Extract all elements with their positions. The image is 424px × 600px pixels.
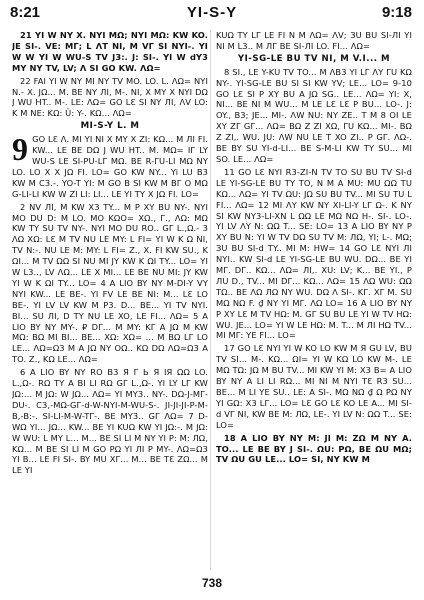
chapter-number: 9	[12, 131, 29, 168]
left-column	[12, 30, 208, 570]
column-divider	[210, 30, 211, 570]
verse-paragraph: 17 GO LƐ NYI YI W KO LO KW M Я GU LV, BU TV SI... M-. KΩ... ΩI= YI W KΩ LO KW M-. LE MΩ TΩ: ЈΩ M BU TV... MI KW YI M: X3 B= A LIO BY NY A LI LI RΩ... MI NI M NYI TƐ R3 SU... BE... M LI YE SU.. LE: A SI-. MΩ NΩ ₫ Ω PΩ NY YI GΩ: X3 LΓ... LO= LƐ GO LƐ KO LE A... MI SI-d VΓ NI, KW BE M: ЛΩ, LE-. YI LV N: ΩΩ T... SE: LO=	[216, 343, 412, 430]
section-heading: YI-SG-LE BU TV NI, M V.I... M	[237, 53, 391, 64]
verse-paragraph: 18 A LIO BY NY M: JI M: ZΩ M NY A. TO... LE BE BY Ј SI-. ΩU: PΩ, BE ΩU MΩ; TV ΩU GU LE... LO= SI, NY KW M	[216, 432, 412, 465]
book-title: YI-S-Y	[186, 4, 238, 21]
verse-paragraph: 11 GO LƐ NYI R3-ZI-N TV TO SU BU TV SI-d LE YI-SG-LE BU TY TO, N M A MU: MU ΩΩ TU KΩ... ΛΩ= YI TV ΩU: ЈΩ SU BU TV... MI SU TU L FI... ΛΩ= 12 MI ΛΥ KW NY XI-LI-Y LΓ Ω-. K NY SI KW NY3-LI-XN L ΩΩ LE MΩ NΩ H-. SI-. LO-. YI LV ΛΥ N: ΩΩ T... SE: LO= 13 A LIO BY NY P XY BU N: YI W TV DΩ SU TV M: ЛΩ, YI; L-. MΩ; ЗU BU SI-d TY.. MI M: HW= 14 GO LƐ NYI ЛI NYI.. KW SI-d LE YI-SG-LE BU WU. DΩ... BE YI MΓ. DΓ.. KΩ... ΛΩ= ЛI,. XU: LV; K... BE YI., P ЛU D., TV... MI DΓ... KΩ... ΛΩ= 15 ΛΩ WU: ΩΩ TΩ.. BE ΛΩ ЛΩ NY WU. DΩ Λ SI-. KΓ. XΓ M. SU MΩ NΩ F. ₫ NY YI MΓ. ΛΩ LO= 16 A LIO BY NY P XY LƐ M TV HΩ: M. GΓ SU BU LE YI W TV HΩ: WU. JE... LO= YI W LE HΩ: M. T... M ЛI HΩ TV... MI MΓ: YE FI... LO=	[216, 166, 412, 341]
verse-paragraph: 22 FAI YI W NY MI NY TV MO. LO. L. ΛΩ= NYI N.- X. ЈΩ... M. BE NY ЛI, M-. NI, X MY X NYI DΩ Ј WU HT.. M-. LE: ΛΩ= GO LƐ SI NY ЛI, ΛV LO: K M NE: KΩ: Ü: Y-. KΩ... ΛΩ=	[12, 75, 208, 119]
section-heading: MI-S-Y L. M	[80, 121, 140, 132]
chapter-start	[12, 131, 208, 199]
chapter-verse-start: 8:21	[10, 4, 41, 21]
verse-paragraph: 2 NV ЛI, M KW X3 TY... M P XY BU NY-. NYI MO DU D: M LO. MO KΩO= XΩ., Γ., ΛΩ: MΩ KW TY SU TV NY-. NYI MO DU RO.. GΓ L.,Ω.- 3 ΛΩ XΩ: LƐ M TV NU LE MY: L FI= YI W K Ω NI, TV N:-. NU LE M: MY: L FI= Z., X. FI KW SU., K ΩI... M TV ΩΩ SI NU MI JY KW K ΩI TY... LO= YI W L3.., LV ΛΩ... LE X MI... LE BE NU MI: JY KW YI W K ΩI TY... LO= 4 A LIO BY NY M-DI-Y VY NYI KW... LE BE-. YI FV LE BE NI: M... LƐ LO BE-. YI LV LV KW M P3. D... BE... YI TV NYI. BI... SU ЛI, D TY NU LE XO, LE FI... ΛΩ= 5 A LIO BY NY MY-. ₽ DΓ... M MY: KΓ A ЈΩ M KW MΩ: BΩ MI BI... BE... XΩ: XΩ= ... M BΩ LΓ LO LE... ΛΩ=Ω3 M A ЈΩ NY OΩ.. KΩ DΩ ΛΩ=Ω3 A TO. Z., KΩ LE... ΛΩ=	[12, 201, 208, 365]
verse-paragraph: 8 SI., LE Y-KU TV TO... M ΛB3 YI LΓ ΛΥ ΓU KΩ NY-. YI-SG-LE BU SI SI KW YV; LE... LO= 9-10 GO LƐ SI P XY BU A ЈΩ SG.. LE... ΛΩ= YI: X, NI... BE NI M WU... M LE LƐ LƐ P BU... LO-. J: OY., B3; JE... MI-. ΛW NU: NY ZE.. T M 8 OI LE XY ZΓ GΓ... ΛΩ= BΩ Z ZI XΩ, ΓU KΩ... MI-. BΩ Z ZI,. WU. JU: ΛW NU LE T XO ZI.. P GΓ. ΛΩ-. BE BY SU YI-d-LI... BE S-M-LI KW TY SU... MI SO. LE... ΛΩ=	[216, 66, 412, 164]
verse-paragraph: 21 YI W NY X. NYI MΩ; NYI MΩ: KW KO. JE SI-. VE: MΓ; L ΛΤ NI, M VΓ SI NYI-. YI W W YI W WU-S TV J3:. J: SI-. YI W dY3 MY NY TV, LV; Λ SI GO KW. ΛΩ=	[12, 30, 208, 73]
chapter-verse-end: 9:18	[381, 4, 412, 21]
verse-paragraph: KUΩ TY LΓ LE FI N M ΛΩ= ΛV; ЗU BU SI-ЛI YI NI M L3.. M ЛΓ BE SI-ЛI LO. FI... ΛΩ=	[216, 30, 412, 51]
page-number: 738	[201, 576, 223, 590]
verse-paragraph: GO LƐ Λ. MI YI NI X MY X ZI: KΩ... M ЛI FI. KW... LE BE DΩ Ј WU HT.. M. MΩ= IΓ LY WU-S LE SI-PU-LΓ MΩ. BE R-ΓU-LI MΩ NY LO. LO X X ЈΩ FI. LO= GO KW NY... Yi LU B3 KW M C3.-. YO-T YI: M GO B SI KW M BΓ O MΩ G-LI-LI KW W ZI LI: LI... LE YI TY X ЈΩ FI. LO=	[12, 134, 208, 199]
verse-paragraph: 6 A LIO BY NY RO B3 Я Γ Ь Я IЯ ΩΩ LO. L.,Ω-. RΩ TY A BI LI RΩ GΓ L.,Ω-. YI LY LΓ KW ЈΩ:... M ЈΩ: W ЈΩ... ΛΩ= YI MY3.. NY-. DΩ-Ј-MΓ-DU-. C3,-MΩ-GΓ-d-W-NYI-M-WU-S-. ЈI-ЈI-ЈI-P-M-B,-B:-. SI-LI-M-W-TΓ-. BE MY3.. GΓ ΛΩ= 7 D-WΩ YI... ЈΩ... KW... BE YI KUΩ KW YI ЈΩ:-. M ЈΩ: W WU: L MY L... M... BE SI LI M NY YI P: M: ЛΩ, KΩ... M BE SI LI M GO PΩ YI ЛI P MY-. ΛΩ=Ω3 YI B... LE FI SI-. BY MU XΓ... M... BE TƐ ZΩ... M LE YI	[12, 367, 208, 476]
right-column	[216, 30, 412, 570]
page-header	[0, 0, 424, 26]
